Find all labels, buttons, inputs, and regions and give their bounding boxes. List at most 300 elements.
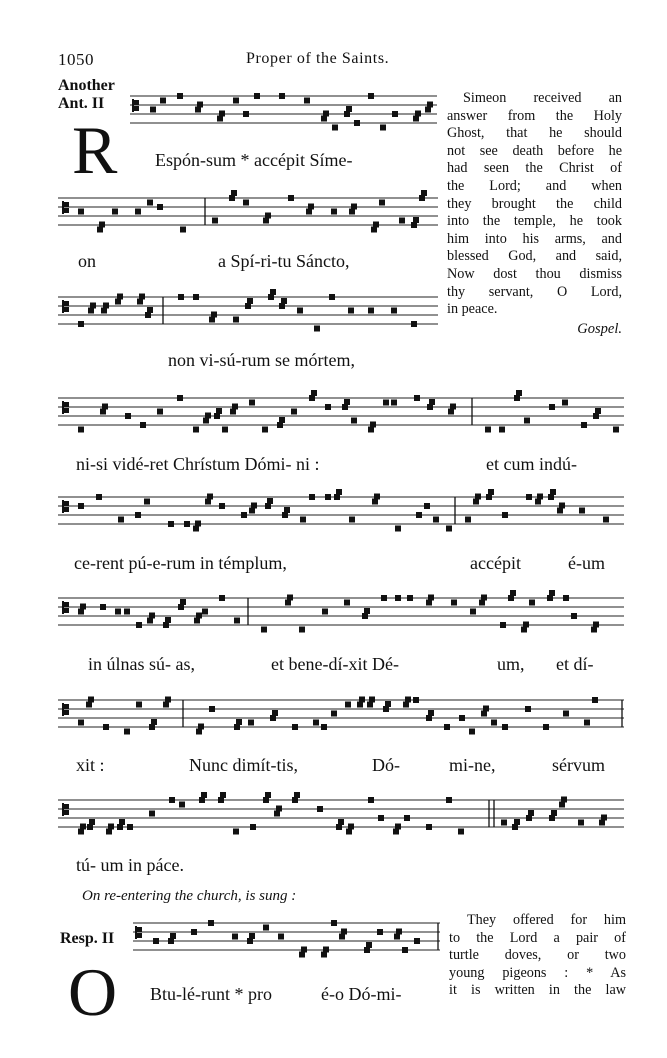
neume	[378, 815, 384, 821]
neume	[80, 824, 86, 830]
neume	[147, 307, 153, 313]
neume	[332, 125, 338, 131]
translation-line: to the Lord a pair of	[449, 929, 626, 946]
neume	[251, 503, 257, 509]
neume	[127, 824, 133, 830]
neume	[392, 111, 398, 117]
neume	[276, 806, 282, 812]
neume	[232, 934, 238, 940]
neume	[216, 408, 222, 414]
lyric-segment: é-o Dó-mi-	[321, 984, 402, 1004]
neume	[359, 697, 365, 703]
neume	[563, 711, 569, 717]
neume	[385, 701, 391, 707]
translation-line: Ghost, that he should	[447, 125, 622, 142]
neume	[219, 111, 225, 117]
neume	[601, 815, 607, 821]
neume	[222, 427, 228, 433]
lyric-segment: Btu-lé-runt * pro	[150, 984, 272, 1004]
neume	[395, 595, 401, 601]
lyric-line-1	[155, 150, 352, 171]
neume	[153, 938, 159, 944]
lyric-segment: on	[78, 251, 96, 271]
translation-line: they brought the child	[447, 195, 622, 212]
neume	[292, 724, 298, 730]
neume	[193, 294, 199, 300]
neume	[250, 824, 256, 830]
neume	[219, 595, 225, 601]
neume	[351, 418, 357, 424]
neume	[115, 609, 121, 615]
staff	[133, 911, 440, 971]
neume	[267, 498, 273, 504]
neume	[525, 706, 531, 712]
neume	[475, 494, 481, 500]
neume	[311, 390, 317, 396]
neume	[395, 526, 401, 532]
neume	[426, 824, 432, 830]
neume	[212, 218, 218, 224]
neume	[96, 494, 102, 500]
neume	[368, 308, 374, 314]
neume	[325, 404, 331, 410]
neume	[329, 294, 335, 300]
neume	[323, 111, 329, 117]
neume	[308, 204, 314, 210]
neume	[321, 724, 327, 730]
staff	[58, 386, 624, 446]
neume	[459, 715, 465, 721]
responsory-label: Resp. II	[60, 930, 115, 947]
neume	[299, 627, 305, 633]
neume	[424, 503, 430, 509]
neume	[551, 810, 557, 816]
lyric-segment: Dó-	[372, 755, 400, 775]
neume	[428, 710, 434, 716]
neume	[265, 792, 271, 798]
neume	[249, 933, 255, 939]
neume	[180, 227, 186, 233]
neume	[345, 702, 351, 708]
neume	[144, 499, 150, 505]
lyric-segment: Nunc dimít-tis,	[189, 755, 298, 775]
neume	[344, 600, 350, 606]
neume	[370, 422, 376, 428]
neume	[613, 427, 619, 433]
neume	[150, 107, 156, 113]
neume	[231, 190, 237, 196]
neume	[147, 200, 153, 206]
neume	[524, 418, 530, 424]
antiphon-label	[58, 77, 115, 113]
lyric-segment: é-um	[568, 553, 605, 573]
antiphon-label-line1: Another	[58, 77, 115, 94]
neume	[380, 125, 386, 131]
neume	[313, 720, 319, 726]
neume	[102, 404, 108, 410]
neume	[405, 697, 411, 703]
neume	[278, 934, 284, 940]
neume	[136, 622, 142, 628]
neume	[428, 595, 434, 601]
translation-line: young pigeons : * As	[449, 964, 626, 981]
lyric-segment: non vi-sú-rum se mórtem,	[168, 350, 355, 370]
neume	[191, 929, 197, 935]
neume	[179, 802, 185, 808]
lyric-segment: Espón-sum * accépit Síme-	[155, 150, 353, 170]
neume	[270, 289, 276, 295]
translation-line: him into his arms, and	[447, 230, 622, 247]
neume	[584, 720, 590, 726]
neume	[344, 399, 350, 405]
neume	[232, 404, 238, 410]
neume	[279, 93, 285, 99]
neume	[349, 517, 355, 523]
neume	[433, 517, 439, 523]
rubric: On re-entering the church, is sung :	[82, 888, 297, 904]
neume	[168, 521, 174, 527]
neume	[265, 213, 271, 219]
neume	[301, 947, 307, 953]
neume	[309, 494, 315, 500]
neume	[149, 811, 155, 817]
translation-line: Simeon received an	[463, 90, 622, 106]
neume	[450, 404, 456, 410]
neume	[149, 613, 155, 619]
neume	[78, 427, 84, 433]
neume	[373, 222, 379, 228]
neume	[446, 797, 452, 803]
neume	[135, 209, 141, 215]
translation-source: Gospel.	[577, 320, 622, 337]
neume	[317, 806, 323, 812]
translation-line: blessed God, and said,	[447, 248, 622, 265]
neume	[374, 494, 380, 500]
neume	[165, 697, 171, 703]
translation-line: thy servant, O Lord,	[447, 283, 622, 300]
neume	[500, 622, 506, 628]
neume	[354, 120, 360, 126]
lyric-segment: ni-si vidé-ret Chrístum Dómi- ni :	[76, 454, 320, 474]
neume	[516, 390, 522, 396]
neume	[346, 106, 352, 112]
neume	[322, 609, 328, 615]
neume	[411, 321, 417, 327]
neume	[297, 308, 303, 314]
lyric-segment: accépit	[470, 553, 521, 573]
neume	[526, 494, 532, 500]
neume	[100, 604, 106, 610]
neume	[78, 503, 84, 509]
neume	[603, 517, 609, 523]
neume	[523, 622, 529, 628]
translation-line: answer from the Holy	[447, 107, 622, 124]
lyric-segment: et dí-	[556, 654, 594, 674]
neume	[136, 702, 142, 708]
neume	[537, 494, 543, 500]
neume	[444, 724, 450, 730]
neume	[543, 724, 549, 730]
neume	[124, 729, 130, 735]
neume	[108, 824, 114, 830]
neume	[272, 710, 278, 716]
neume	[581, 422, 587, 428]
neume	[178, 294, 184, 300]
neume	[281, 298, 287, 304]
neume	[249, 400, 255, 406]
neume	[338, 819, 344, 825]
neume	[469, 729, 475, 735]
neume	[399, 218, 405, 224]
neume	[236, 719, 242, 725]
neume	[413, 217, 419, 223]
staff	[130, 84, 437, 144]
neume	[78, 321, 84, 327]
antiphon-initial: R	[72, 112, 118, 188]
neume	[135, 512, 141, 518]
neume	[201, 792, 207, 798]
neume	[510, 590, 516, 596]
neume	[233, 829, 239, 835]
staff	[58, 586, 624, 646]
neume	[407, 595, 413, 601]
neume	[578, 820, 584, 826]
neume	[117, 294, 123, 300]
neume	[208, 920, 214, 926]
translation-line: in peace.	[447, 301, 498, 318]
neume	[465, 517, 471, 523]
neume	[331, 711, 337, 717]
neume	[90, 303, 96, 309]
neume	[207, 494, 213, 500]
neume	[180, 599, 186, 605]
neume	[550, 489, 556, 495]
staff	[58, 285, 438, 345]
neume	[169, 797, 175, 803]
neume	[396, 929, 402, 935]
neume	[177, 93, 183, 99]
neume	[197, 102, 203, 108]
neume	[499, 427, 505, 433]
neume	[369, 697, 375, 703]
lyric-segment: tú- um in páce.	[76, 855, 184, 875]
neume	[78, 720, 84, 726]
neume	[415, 111, 421, 117]
neume	[78, 209, 84, 215]
neume	[470, 609, 476, 615]
neume	[196, 613, 202, 619]
neume	[89, 819, 95, 825]
neume	[391, 400, 397, 406]
translation-line: not see death before he	[447, 142, 622, 159]
neume	[514, 819, 520, 825]
neume	[402, 947, 408, 953]
neume	[139, 294, 145, 300]
neume	[248, 720, 254, 726]
neume	[331, 209, 337, 215]
neume	[451, 600, 457, 606]
neume	[209, 706, 215, 712]
neume	[300, 517, 306, 523]
translation-line: the Lord; and when	[447, 177, 622, 194]
neume	[488, 489, 494, 495]
neume	[502, 724, 508, 730]
neume	[559, 503, 565, 509]
neume	[220, 792, 226, 798]
staff	[58, 485, 624, 545]
translation-line: turtle doves, or two	[449, 947, 626, 964]
responsory-initial: O	[68, 954, 118, 1030]
neume	[233, 98, 239, 104]
antiphon-translation	[447, 90, 622, 338]
staff	[58, 788, 624, 848]
neume	[140, 422, 146, 428]
neume	[262, 427, 268, 433]
neume	[562, 400, 568, 406]
antiphon-label-line2: Ant. II	[58, 95, 105, 112]
neume	[485, 427, 491, 433]
neume	[404, 815, 410, 821]
neume	[366, 942, 372, 948]
neume	[549, 404, 555, 410]
lyric-segment: in úlnas sú- as,	[88, 654, 195, 674]
neume	[243, 200, 249, 206]
lyric-segment: mi-ne,	[449, 755, 496, 775]
neume	[364, 608, 370, 614]
neume	[549, 590, 555, 596]
neume	[331, 920, 337, 926]
neume	[247, 298, 253, 304]
neume	[336, 489, 342, 495]
neume	[483, 706, 489, 712]
lyric-segment: et bene-dí-xit Dé-	[271, 654, 399, 674]
neume	[157, 409, 163, 415]
neume	[446, 526, 452, 532]
neume	[421, 190, 427, 196]
neume	[202, 609, 208, 615]
neume	[563, 595, 569, 601]
neume	[291, 409, 297, 415]
translation-line: had seen the Christ of	[447, 160, 622, 177]
staff	[58, 688, 624, 748]
neume	[165, 617, 171, 623]
neume	[151, 719, 157, 725]
page-number: 1050	[58, 50, 94, 69]
neume	[219, 503, 225, 509]
neume	[416, 512, 422, 518]
neume	[80, 604, 86, 610]
neume	[593, 622, 599, 628]
staff	[58, 186, 438, 246]
neume	[193, 427, 199, 433]
neume	[234, 618, 240, 624]
neume	[177, 395, 183, 401]
lyric-segment: um,	[497, 654, 525, 674]
neume	[377, 929, 383, 935]
neume	[243, 111, 249, 117]
lyric-segment: a Spí-ri-tu Sáncto,	[218, 251, 350, 271]
neume	[351, 204, 357, 210]
neume	[414, 395, 420, 401]
neume	[325, 494, 331, 500]
neume	[592, 697, 598, 703]
neume	[458, 829, 464, 835]
neume	[368, 797, 374, 803]
neume	[294, 792, 300, 798]
neume	[125, 413, 131, 419]
neume	[284, 507, 290, 513]
neume	[124, 609, 130, 615]
neume	[529, 600, 535, 606]
neume	[241, 512, 247, 518]
translation-line: it is written in the law	[449, 982, 626, 999]
translation-line: They offered for him	[467, 912, 626, 928]
neume	[395, 824, 401, 830]
lyric-segment: et cum indú-	[486, 454, 577, 474]
neume	[391, 308, 397, 314]
translation-line: Now dost thou dismiss	[447, 265, 622, 282]
lyric-segment: xit :	[76, 755, 105, 775]
neume	[348, 824, 354, 830]
neume	[501, 820, 507, 826]
neume	[561, 797, 567, 803]
neume	[119, 819, 125, 825]
neume	[348, 308, 354, 314]
neume	[195, 521, 201, 527]
neume	[103, 303, 109, 309]
neume	[502, 512, 508, 518]
neume	[383, 400, 389, 406]
neume	[481, 595, 487, 601]
lyric-segment: ce-rent pú-e-rum in témplum,	[74, 553, 287, 573]
neume	[211, 312, 217, 318]
neume	[261, 627, 267, 633]
neume	[427, 102, 433, 108]
neume	[491, 720, 497, 726]
neume	[341, 929, 347, 935]
translation-line: into the temple, he took	[447, 213, 622, 230]
neume	[157, 204, 163, 210]
neume	[314, 326, 320, 332]
neume	[571, 613, 577, 619]
neume	[160, 98, 166, 104]
neume	[112, 209, 118, 215]
neume	[413, 697, 419, 703]
neume	[184, 521, 190, 527]
neume	[579, 508, 585, 514]
neume	[288, 195, 294, 201]
neume	[287, 595, 293, 601]
responsory-translation	[449, 912, 626, 1000]
lyric-segment: sérvum	[552, 755, 605, 775]
neume	[304, 98, 310, 104]
neume	[379, 200, 385, 206]
neume	[429, 399, 435, 405]
neume	[118, 517, 124, 523]
neume	[381, 595, 387, 601]
neume	[170, 933, 176, 939]
running-title: Proper of the Saints.	[246, 50, 390, 67]
neume	[414, 938, 420, 944]
neume	[233, 317, 239, 323]
neume	[103, 724, 109, 730]
neume	[99, 222, 105, 228]
neume	[595, 408, 601, 414]
neume	[279, 417, 285, 423]
neume	[198, 724, 204, 730]
neume	[263, 925, 269, 931]
neume	[254, 93, 260, 99]
